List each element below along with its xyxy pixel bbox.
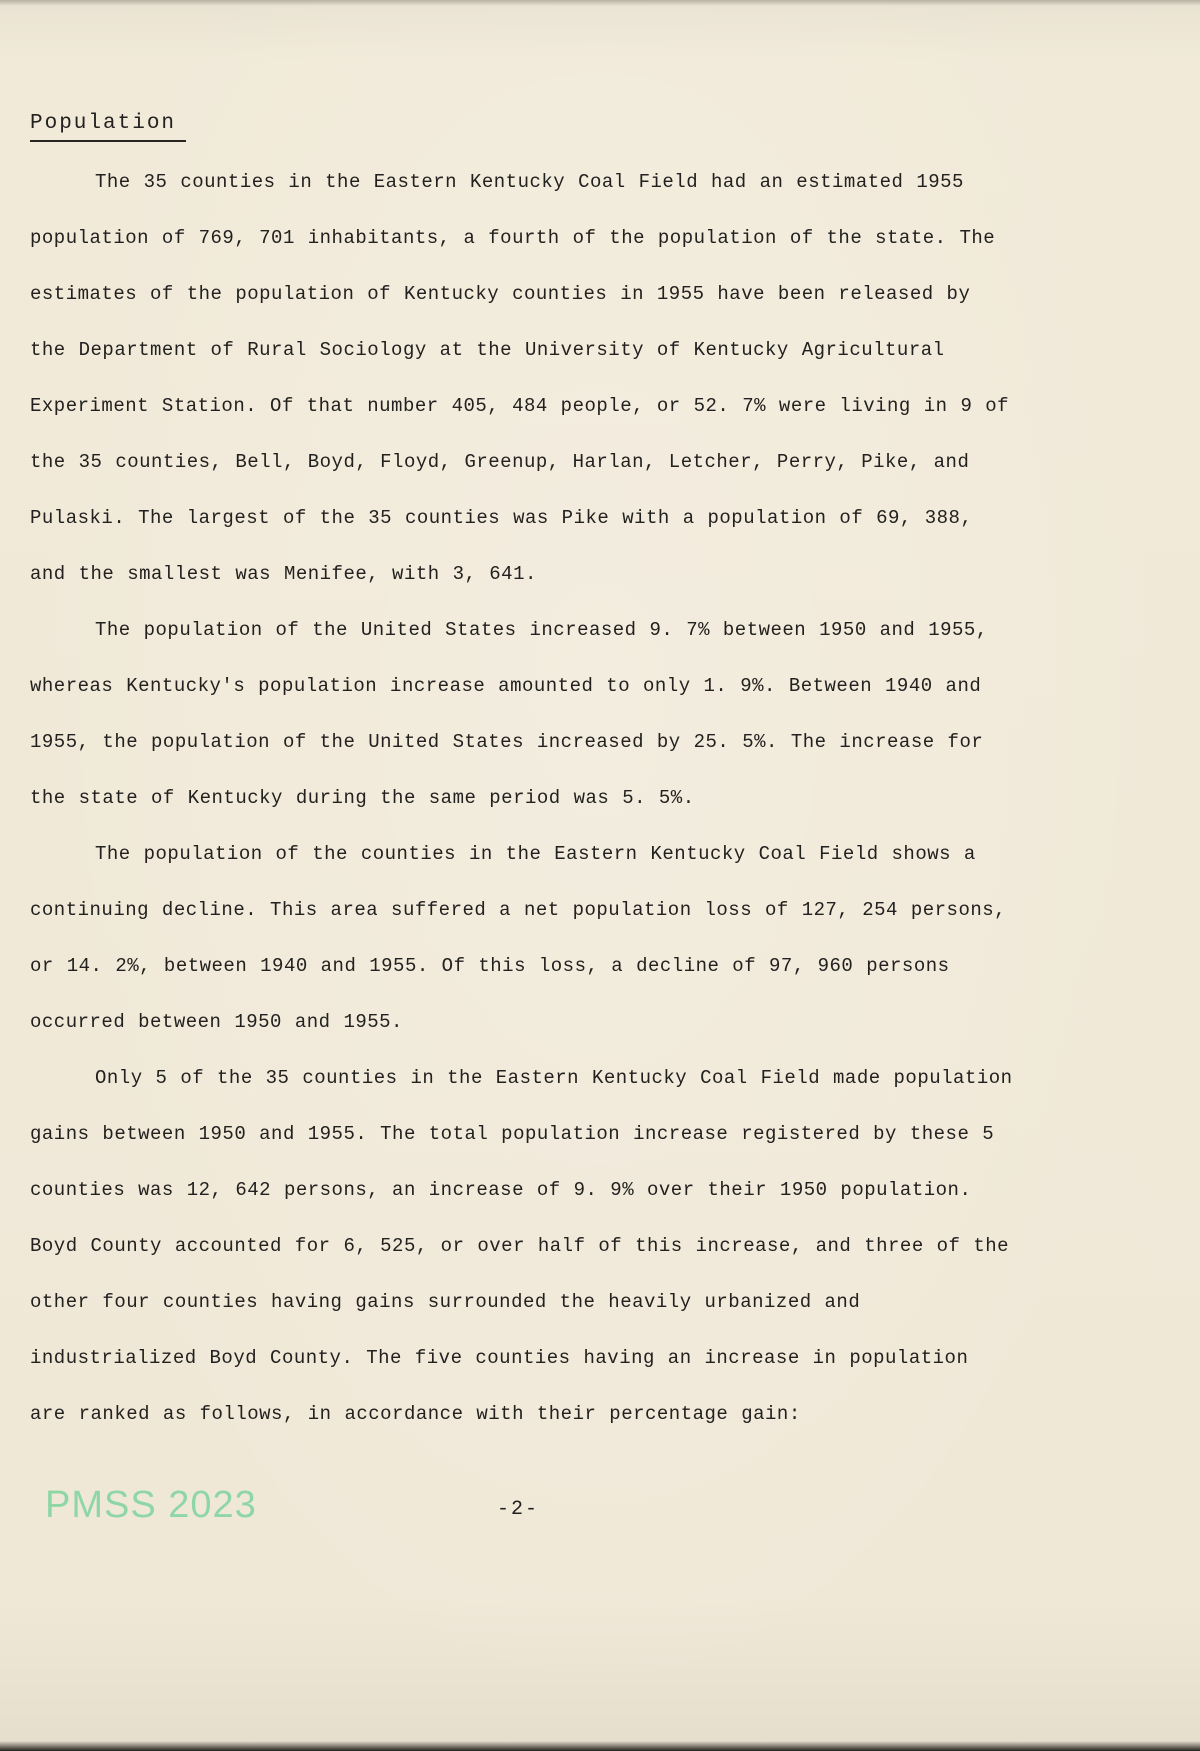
page-footer (0, 1482, 1200, 1542)
paragraph-3: The population of the counties in the Eastern Kentucky Coal Field shows a continuing decline. This area suffered a net population loss of 127, 254 persons, or 14. 2%, between 1940 and 1955. Of this loss, a decline of 97, 960 persons occurred between 1950 and 1955. (30, 843, 1007, 1033)
scan-edge-top (0, 0, 1200, 6)
paragraph-4: Only 5 of the 35 counties in the Eastern Kentucky Coal Field made population gains between 1950 and 1955. The total population increase registered by these 5 counties was 12, 642 persons, an increase of 9. 9% over their 1950 population. Boyd County accounted for 6, 525, or over half of this increase, and three of the other four counties having gains surrounded the heavily urbanized and industrialized Boyd County. The five counties having an increase in population are ranked as follows, in accordance with their percentage gain: (30, 1067, 1013, 1425)
page-title: Population (30, 112, 186, 142)
scan-edge-bottom (0, 1741, 1200, 1751)
watermark: PMSS 2023 (45, 1484, 257, 1526)
paragraph-1: The 35 counties in the Eastern Kentucky Coal Field had an estimated 1955 population of 769, 701 inhabitants, a fourth of the population of the state. The estimates of the population of Kentucky counties in 1955 have been released by the Department of Rural Sociology at the University of Kentucky Agricultural Experiment Station. Of that number 405, 484 people, or 52. 7% were living in 9 of the 35 counties, Bell, Boyd, Floyd, Greenup, Harlan, Letcher, Perry, Pike, and Pulaski. The largest of the 35 counties was Pike with a population of 69, 388, and the smallest was Menifee, with 3, 641. (30, 171, 1010, 585)
document-body (30, 112, 1015, 1442)
page-number: -2- (496, 1498, 539, 1521)
paragraph-2: The population of the United States increased 9. 7% between 1950 and 1955, whereas Kentucky's population increase amounted to only 1. 9%. Between 1940 and 1955, the population of the United States increased by 25. 5%. The increase for the state of Kentucky during the same period was 5. 5%. (30, 619, 988, 809)
